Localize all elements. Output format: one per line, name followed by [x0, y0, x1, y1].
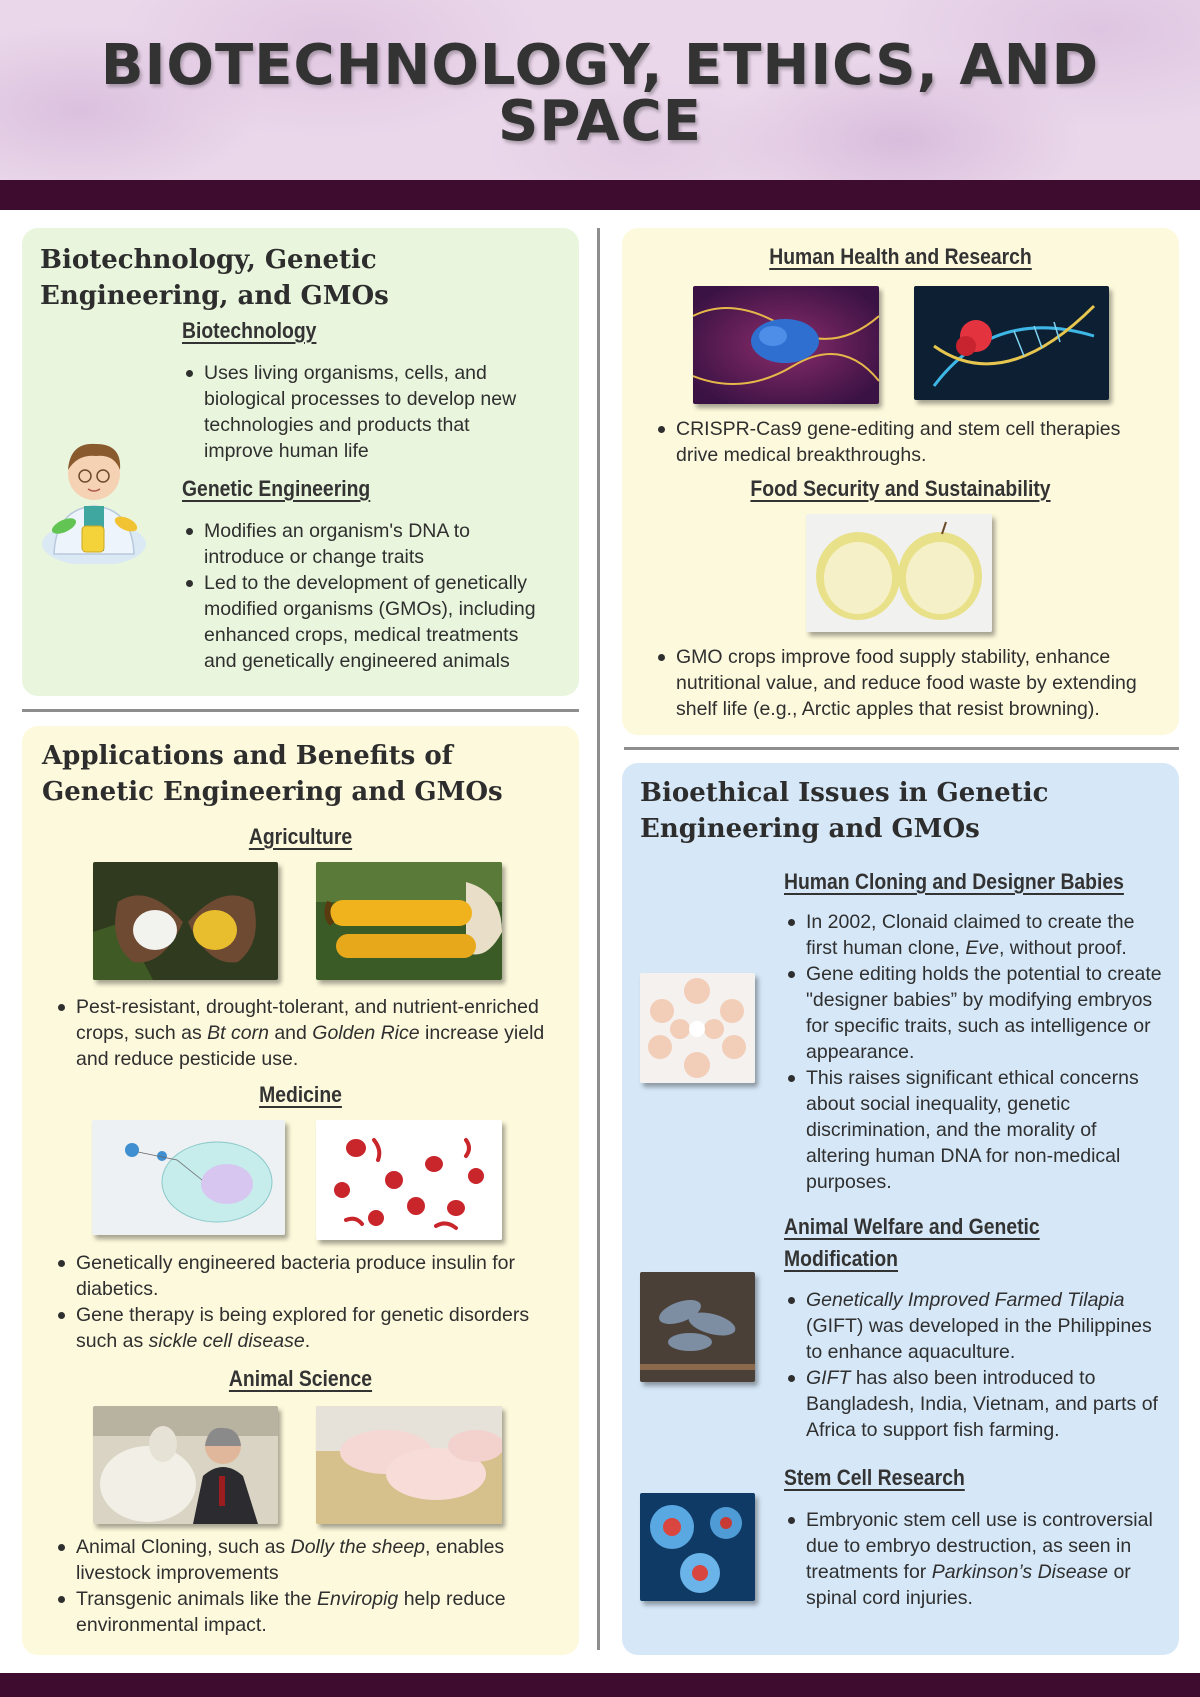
bacteria-cell-diagram: [92, 1120, 285, 1235]
list-item: GMO crops improve food supply stability, enhance nutritional value, and reduce food waste by extending shelf life (e.g., Arctic apples that resist browning).: [654, 644, 1164, 722]
dna-crispr-image: [914, 286, 1109, 400]
list-item: Embryonic stem cell use is controversial due to embryo destruction, as seen in treatments for Parkinson’s Disease or spinal cord injuries.: [784, 1507, 1164, 1611]
cloning-bullets: [784, 909, 1164, 1195]
list-item: Pest-resistant, drought-tolerant, and nutrient-enriched crops, such as Bt corn and Golden Rice increase yield and reduce pesticide use.: [54, 994, 564, 1072]
list-item: This raises significant ethical concerns about social inequality, genetic discrimination, and the morality of altering human DNA for non-medical purposes.: [784, 1065, 1164, 1195]
animal-welfare-heading: Animal Welfare and Genetic Modification: [784, 1214, 1040, 1271]
list-item: Gene editing holds the potential to create "designer babies” by modifying embryos for specific traits, such as intelligence or appearance.: [784, 961, 1164, 1065]
dolly-sheep-photo: [93, 1406, 278, 1524]
food-security-bullets: [654, 644, 1164, 722]
health-card: [622, 228, 1179, 735]
list-item: GIFT has also been introduced to Bangladesh, India, Vietnam, and parts of Africa to support fish farming.: [784, 1365, 1164, 1443]
column-divider: [597, 228, 600, 1650]
bioethics-card-title: Bioethical Issues in Genetic Engineering and GMOs: [640, 778, 1049, 844]
scientist-illustration: [34, 414, 154, 564]
list-item: Led to the development of genetically modified organisms (GMOs), including enhanced crops, medical treatments and genetically engineered animals: [182, 570, 537, 674]
footer-band: [0, 1673, 1200, 1697]
header-band: [0, 180, 1200, 210]
list-item: Modifies an organism's DNA to introduce or change traits: [182, 518, 537, 570]
list-item: Uses living organisms, cells, and biological processes to develop new technologies and products that improve human life: [182, 360, 532, 464]
arctic-apples-photo: [806, 514, 992, 632]
applications-card-title: Applications and Benefits of Genetic Engineering and GMOs: [42, 741, 503, 807]
agriculture-heading: Agriculture: [248, 824, 353, 849]
food-security-heading: Food Security and Sustainability: [750, 476, 1051, 501]
list-item: Transgenic animals like the Enviropig help reduce environmental impact.: [54, 1586, 564, 1638]
stem-cells-image: [640, 1493, 755, 1601]
medicine-bullets: [54, 1250, 564, 1354]
cloning-heading: Human Cloning and Designer Babies: [784, 869, 1124, 894]
enviropig-photo: [316, 1406, 502, 1524]
page-header: [0, 0, 1200, 180]
left-divider: [22, 709, 579, 712]
animal-welfare-bullets: [784, 1287, 1164, 1443]
blood-cells-diagram: [316, 1120, 502, 1240]
right-divider: [624, 747, 1179, 750]
animal-science-bullets: [54, 1534, 564, 1638]
tilapia-photo: [640, 1272, 755, 1382]
list-item: Animal Cloning, such as Dolly the sheep, enables livestock improvements: [54, 1534, 564, 1586]
list-item: CRISPR-Cas9 gene-editing and stem cell therapies drive medical breakthroughs.: [654, 416, 1164, 468]
agriculture-bullets: [54, 994, 564, 1072]
bioethics-card: [622, 763, 1179, 1655]
protein-molecule-image: [693, 286, 879, 404]
page-title: BIOTECHNOLOGY, ETHICS, AND SPACE: [100, 33, 1100, 154]
biotechnology-bullets: [182, 360, 532, 464]
corn-photo: [316, 862, 502, 980]
medicine-heading: Medicine: [259, 1082, 342, 1107]
list-item: Genetically Improved Farmed Tilapia (GIFT) was developed in the Philippines to enhance aquaculture.: [784, 1287, 1164, 1365]
health-bullets: [654, 416, 1164, 468]
genetic-engineering-bullets: [182, 518, 537, 674]
stem-cell-heading: Stem Cell Research: [784, 1465, 965, 1490]
applications-card: [22, 726, 579, 1655]
babies-photo: [640, 973, 755, 1083]
biotechnology-heading: Biotechnology: [182, 318, 317, 343]
list-item: Genetically engineered bacteria produce insulin for diabetics.: [54, 1250, 564, 1302]
stem-cell-bullets: [784, 1507, 1164, 1611]
list-item: In 2002, Clonaid claimed to create the first human clone, Eve, without proof.: [784, 909, 1164, 961]
biotech-card-title: Biotechnology, Genetic Engineering, and GMOs: [40, 245, 389, 311]
biotech-card: [22, 228, 579, 696]
list-item: Gene therapy is being explored for genetic disorders such as sickle cell disease.: [54, 1302, 564, 1354]
animal-science-heading: Animal Science: [228, 1366, 373, 1391]
health-heading: Human Health and Research: [769, 244, 1032, 269]
genetic-engineering-heading: Genetic Engineering: [182, 476, 371, 501]
rice-grains-photo: [93, 862, 278, 980]
